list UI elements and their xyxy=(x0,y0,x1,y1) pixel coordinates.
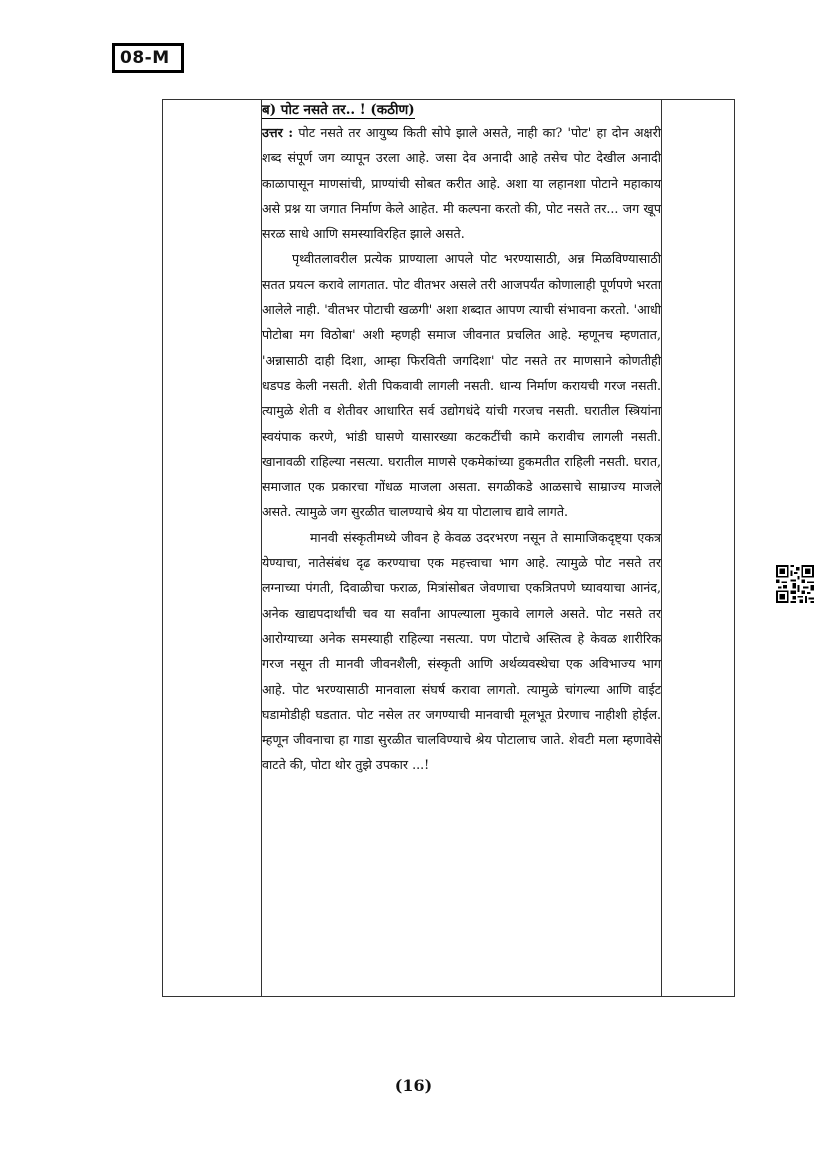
answer-content-cell xyxy=(262,100,662,997)
paper-code: 08-M xyxy=(112,43,184,73)
answer-table xyxy=(162,99,735,997)
answer-paragraph-2: पृथ्वीतलावरील प्रत्येक प्राण्याला आपले पोट भरण्यासाठी, अन्न मिळविण्यासाठी सतत प्रयत्न करावे लागतात. पोट वीतभर असले तरी आजपर्यंत कोणालाही पूर्णपणे भरता आलेले नाही. 'वीतभर पोटाची खळगी' अशा शब्दात आपण त्याची संभावना करतो. 'आधी पोटोबा मग विठोबा' अशी म्हणही समाज जीवनात प्रचलित आहे. म्हणूनच म्हणतात, 'अन्नासाठी दाही दिशा, आम्हा फिरविती जगदिशा' पोट नसते तर माणसाने कोणतीही धडपड केली नसती. शेती पिकवावी लागली नसती. धान्य निर्माण करायची गरज नसती. त्यामुळे शेती व शेतीवर आधारित सर्व उद्योगधंदे यांची गरजच नसती. घरातील स्त्रियांना स्वयंपाक करणे, भांडी घासणे यासारख्या कटकटींची कामे करावीच लागली नसती. खानावळी राहिल्या नसत्या. घरातील माणसे एकमेकांच्या हुकमतीत राहिली नसती. घरात, समाजात एक प्रकारचा गोंधळ माजला असता. सगळीकडे आळसाचे साम्राज्य माजले असते. त्यामुळे जग सुरळीत चालण्याचे श्रेय या पोटालाच द्यावे लागते. xyxy=(262,251,661,520)
qr-code-icon xyxy=(776,565,814,603)
answer-paragraph-3: मानवी संस्कृतीमध्ये जीवन हे केवळ उदरभरण नसून ते सामाजिकदृष्ट्या एकत्र येण्याचा, नातेसंबंध दृढ करण्याचा एक महत्त्वाचा भाग आहे. त्यामुळे पोट नसते तर लग्नाच्या पंगती, दिवाळीचा फराळ, मित्रांसोबत जेवणाचा एकत्रितपणे घ्यावयाचा आनंद, अनेक खाद्यपदार्थांची चव या सर्वांना आपल्याला मुकावे लागले असते. पोट नसते तर आरोग्याच्या अनेक समस्याही राहिल्या नसत्या. पण पोटाचे अस्तित्व हे केवळ शारीरिक गरज नसून ती मानवी जीवनशैली, संस्कृती आणि अर्थव्यवस्थेचा एक अविभाज्य भाग आहे. पोट भरण्यासाठी मानवाला संघर्ष करावा लागतो. त्यामुळे चांगल्या आणि वाईट घडामोडीही घडतात. पोट नसेल तर जगण्याची मानवाची मूलभूत प्रेरणाच नाहीशी होईल. म्हणून जीवनाचा हा गाडा सुरळीत चालविण्याचे श्रेय पोटालाच जाते. शेवटी मला म्हणावेसे वाटते की, पोटा थोर तुझे उपकार ...! xyxy=(262,529,661,773)
page-number: (16) xyxy=(394,1076,433,1095)
answer-label: उत्तर : xyxy=(262,125,294,140)
answer-paragraph-1: उत्तर : पोट नसते तर आयुष्य किती सोपे झाले असते, नाही का? 'पोट' हा दोन अक्षरी शब्द संपूर्ण जग व्यापून उरला आहे. जसा देव अनादी आहे तसेच पोट देखील अनादी काळापासून माणसांची, प्राण्यांची सोबत करीत आहे. अशा या लहानशा पोटाने महाकाय असे प्रश्न या जगात निर्माण केले आहेत. मी कल्पना करतो की, पोट नसते तर... जग खूप सरळ साधे आणि समस्याविरहित झाले असते. xyxy=(262,125,661,242)
question-heading: ब) पोट नसते तर.. ! (कठीण) xyxy=(262,102,415,118)
marks-cell xyxy=(662,100,735,997)
question-number-cell xyxy=(163,100,262,997)
